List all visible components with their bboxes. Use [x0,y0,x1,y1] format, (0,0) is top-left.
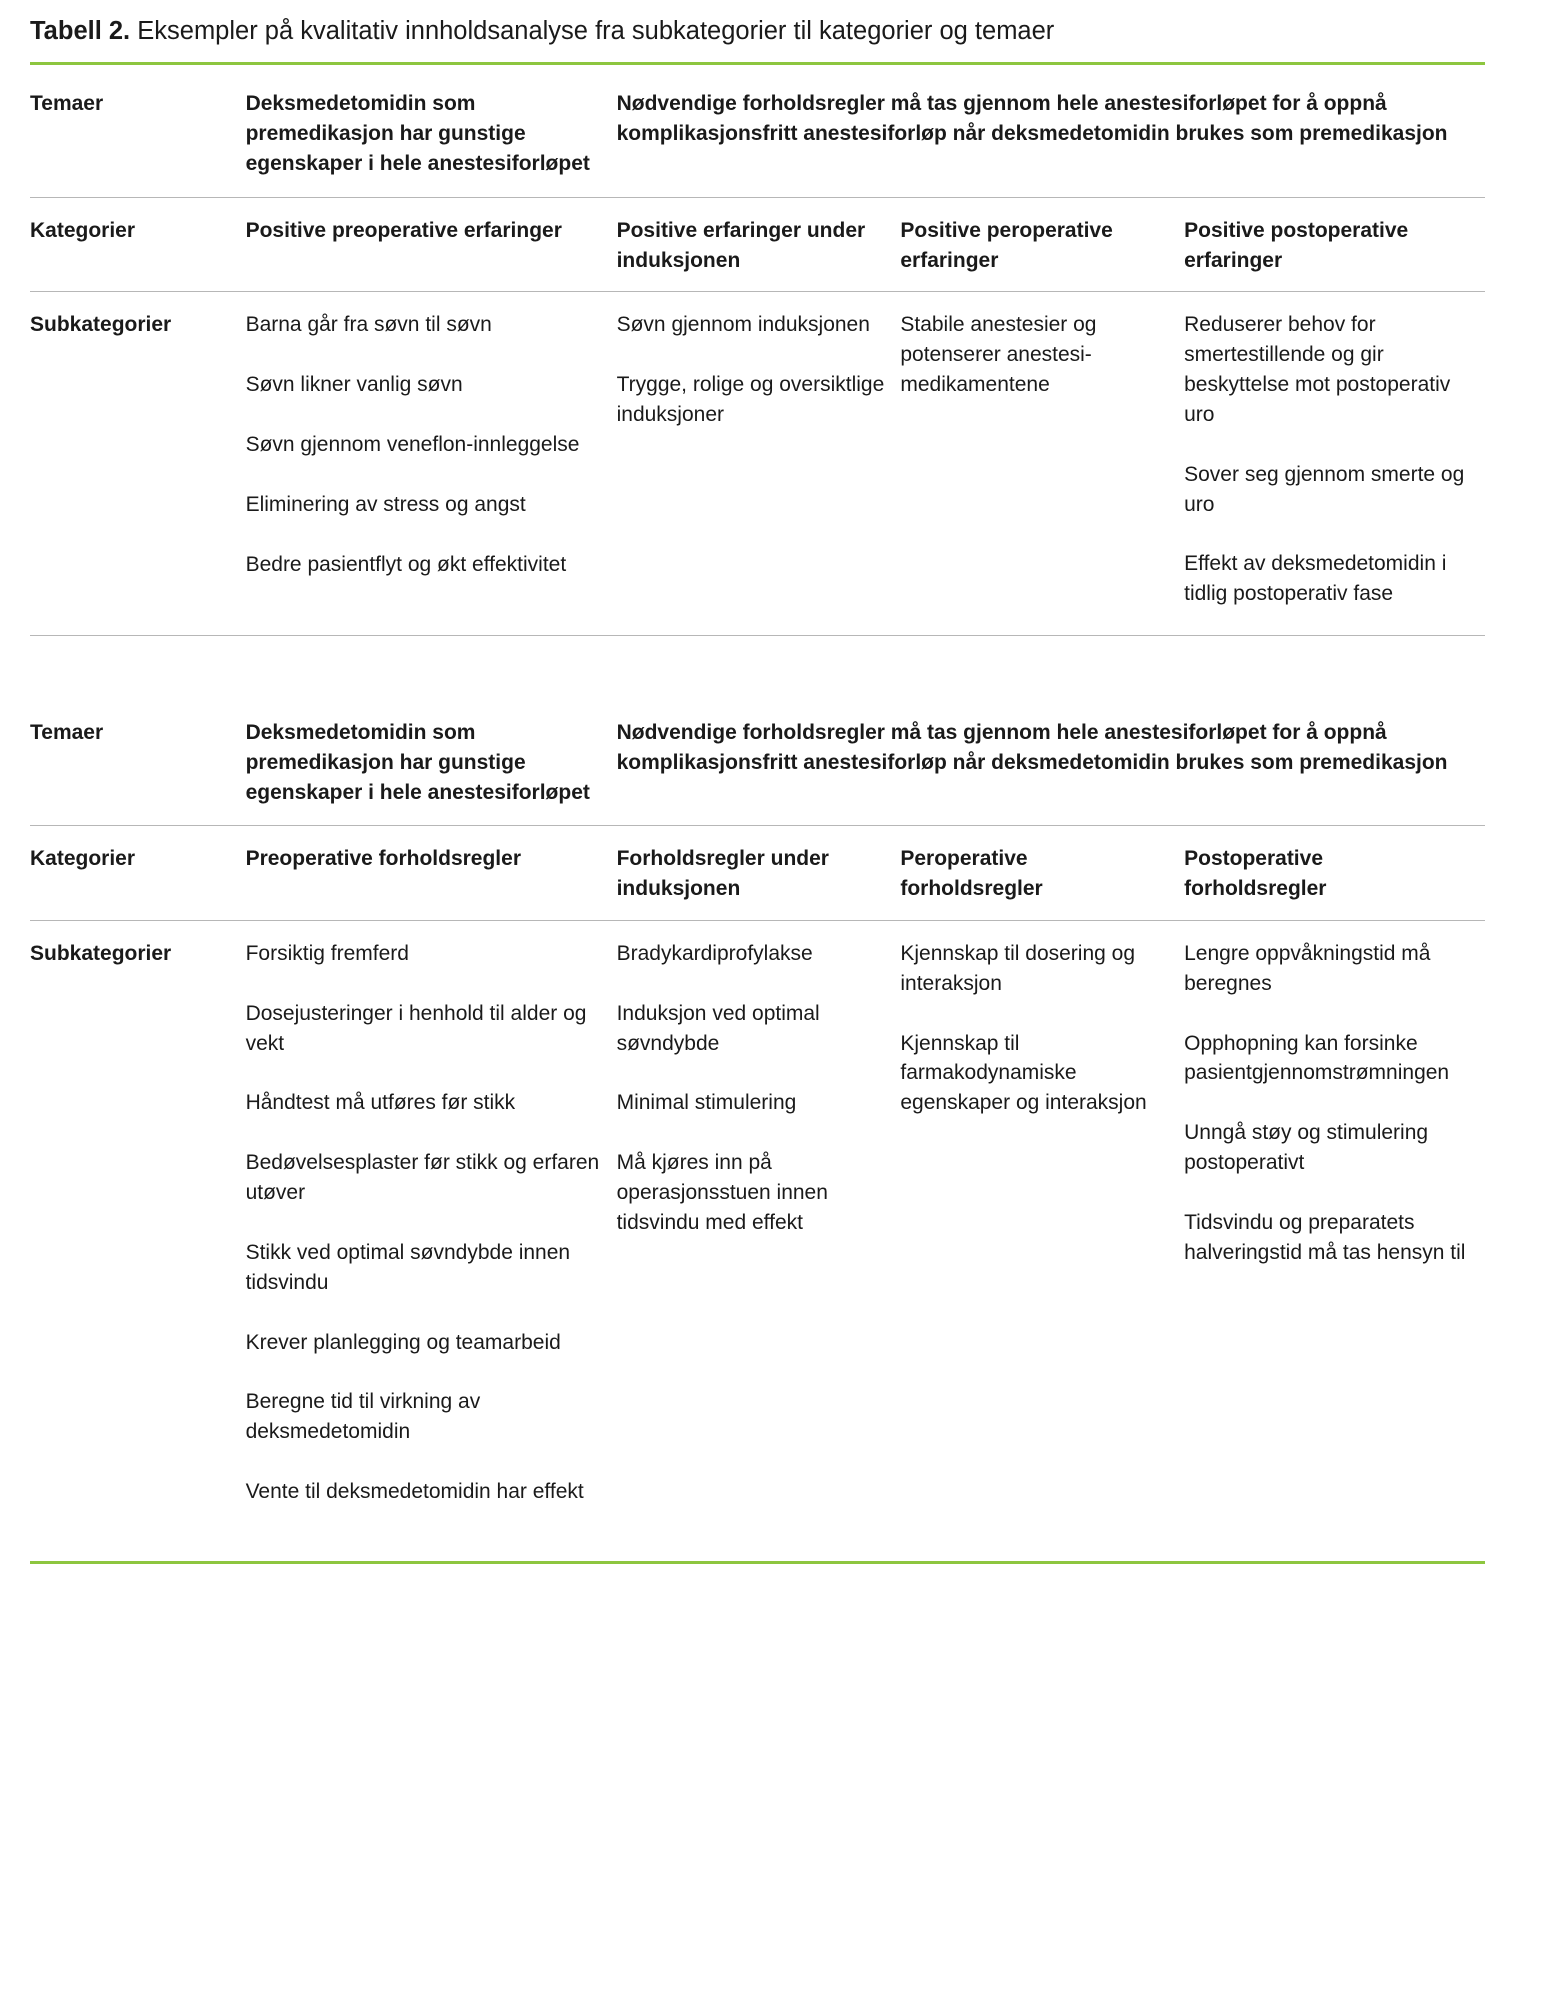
list-item: Må kjøres inn på operasjonsstuen innen tidsvindu med effekt [616,1151,828,1234]
list-item: Unngå støy og stimulering postoperativt [1184,1121,1429,1175]
list-item: Effekt av deksmedetomidin i tidlig postoperativ fase [1184,552,1447,606]
table-row [30,292,1485,635]
row-label-subcategories: Subkategorier [30,942,172,966]
list-item: Lengre oppvåkningstid må beregnes [1184,942,1431,995]
category-1: Positive preoperative erfaringer [246,197,617,292]
category-2: Positive erfaringer under induksjonen [617,197,901,292]
table-caption [30,14,1485,48]
table-row [30,197,1485,292]
category-4: Postoperative forholdsregler [1184,826,1485,921]
subcategory-list [246,310,601,579]
table-spacer [30,636,1485,694]
analysis-table-1 [30,65,1485,635]
list-item: Bradykardiprofylakse [616,942,813,966]
subcategory-list [617,310,885,429]
table-row [30,65,1485,197]
category-3: Positive peroperative erfaringer [900,197,1184,292]
row-label-subcategories: Subkategorier [30,313,172,337]
table-row [30,694,1485,826]
table-2-bottom-divider-green [30,1561,1485,1564]
subcategory-list [1184,310,1469,609]
subcategory-list [617,939,885,1238]
list-item: Barna går fra søvn til søvn [245,313,492,337]
subcategory-list [246,939,601,1507]
table-row [30,921,1485,1533]
row-label-themes: Temaer [30,65,246,197]
subcategory-list [1184,939,1469,1268]
theme-2: Nødvendige forholdsregler må tas gjennom hele anestesiforløpet for å oppnå komplikasjonsfritt anestesiforløp når deksmedetomidin brukes som premedikasjon [617,65,1485,197]
list-item: Søvn gjennom veneflon-innleggelse [245,433,580,457]
list-item: Opphopning kan forsinke pasientgjennomstrømningen [1184,1031,1450,1085]
list-item: Bedre pasientflyt og økt effektivitet [245,552,567,576]
list-item: Kjennskap til farmakodynamiske egenskaper og interaksjon [900,1031,1147,1115]
category-4: Positive postoperative erfaringer [1184,197,1485,292]
table-caption-text: Eksempler på kvalitativ innholdsanalyse fra subkategorier til kategorier og temaer [137,17,1055,45]
list-item: Kjennskap til dosering og interaksjon [900,942,1136,995]
list-item: Forsiktig fremferd [245,942,409,966]
list-item: Krever planlegging og teamarbeid [245,1330,561,1354]
analysis-table-2 [30,694,1485,1533]
list-item: Stabile anestesier og potenserer anestesi-medikamentene [900,313,1097,397]
subcategory-cell-2 [617,921,901,1533]
subcategory-cell-1 [246,292,617,635]
table-row [30,826,1485,921]
subcategory-list [900,939,1168,1118]
category-3: Peroperative forholdsregler [900,826,1184,921]
list-item: Søvn gjennom induksjonen [616,313,870,337]
subcategory-list [900,310,1168,399]
list-item: Reduserer behov for smertestillende og gir beskyttelse mot postoperativ uro [1184,313,1451,426]
theme-1: Deksmedetomidin som premedikasjon har gunstige egenskaper i hele anestesiforløpet [246,694,617,826]
list-item: Eliminering av stress og angst [245,492,526,516]
list-item: Søvn likner vanlig søvn [245,373,463,397]
list-item: Dosejusteringer i henhold til alder og vekt [245,1001,587,1055]
list-item: Trygge, rolige og oversiktlige induksjoner [616,373,885,427]
list-item: Minimal stimulering [616,1091,797,1115]
subcategory-cell-1 [246,921,617,1533]
list-item: Stikk ved optimal søvndybde innen tidsvindu [245,1240,571,1294]
list-item: Sover seg gjennom smerte og uro [1184,462,1465,516]
theme-1: Deksmedetomidin som premedikasjon har gunstige egenskaper i hele anestesiforløpet [246,65,617,197]
list-item: Vente til deksmedetomidin har effekt [245,1479,584,1503]
row-label-themes: Temaer [30,694,246,826]
category-2: Forholdsregler under induksjonen [617,826,901,921]
list-item: Beregne tid til virkning av deksmedetomidin [245,1390,481,1444]
subcategory-cell-4 [1184,292,1485,635]
row-label-categories: Kategorier [30,197,246,292]
subcategory-cell-3 [900,292,1184,635]
table-caption-label: Tabell 2. [30,17,131,45]
list-item: Håndtest må utføres før stikk [245,1091,516,1115]
list-item: Induksjon ved optimal søvndybde [616,1001,820,1055]
category-1: Preoperative forholdsregler [246,826,617,921]
row-label-categories: Kategorier [30,826,246,921]
subcategory-cell-4 [1184,921,1485,1533]
list-item: Bedøvelsesplaster før stikk og erfaren utøver [245,1151,600,1205]
subcategory-cell-3 [900,921,1184,1533]
subcategory-cell-2 [617,292,901,635]
theme-2: Nødvendige forholdsregler må tas gjennom hele anestesiforløpet for å oppnå komplikasjonsfritt anestesiforløp når deksmedetomidin brukes som premedikasjon [617,694,1485,826]
list-item: Tidsvindu og preparatets halveringstid må tas hensyn til [1184,1210,1466,1264]
